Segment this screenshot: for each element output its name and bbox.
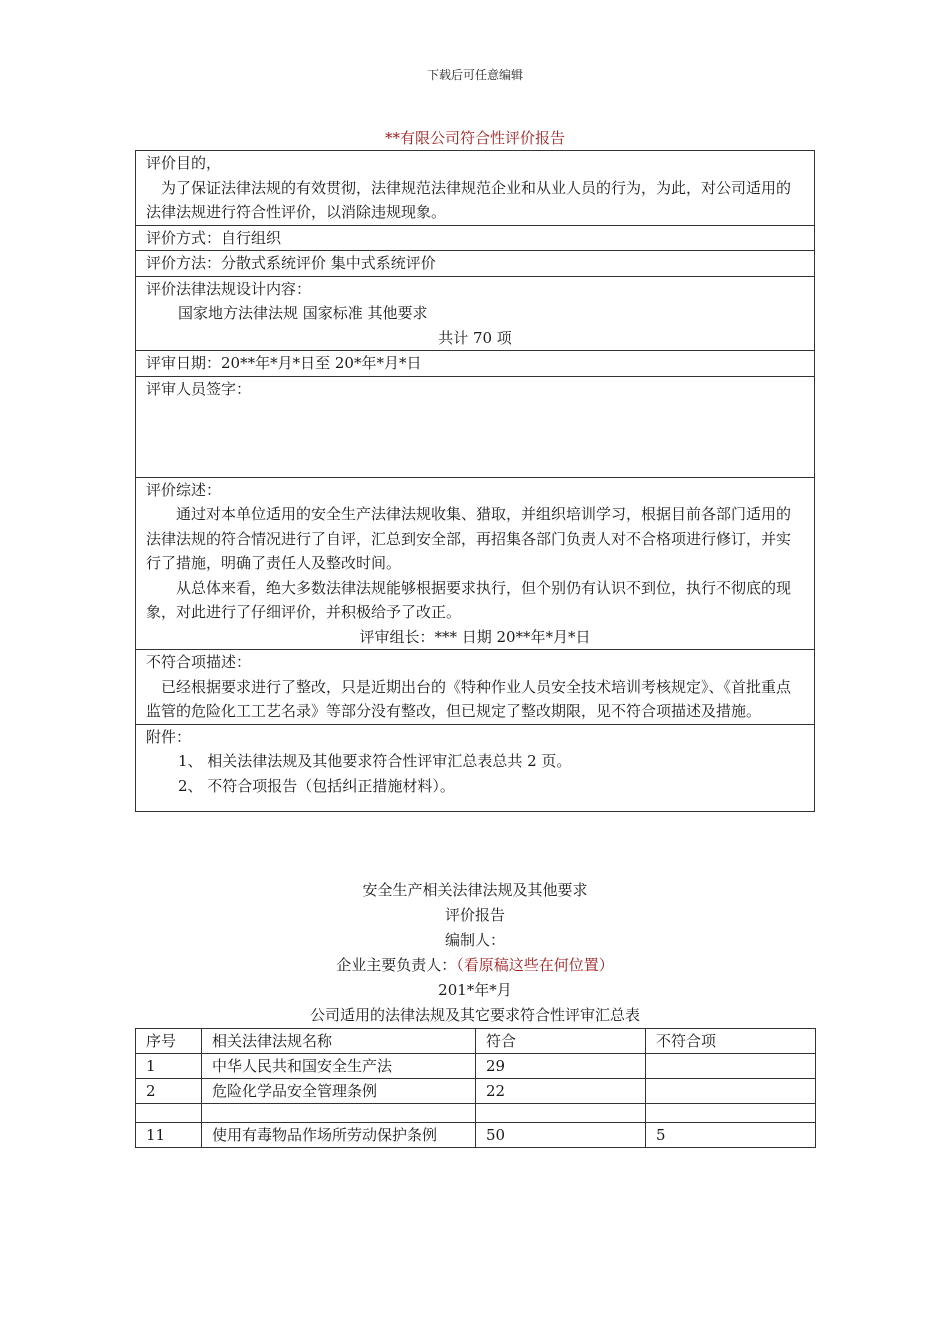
table-cell: 使用有毒物品作场所劳动保护条例 (202, 1123, 476, 1148)
nonconformity-cell (136, 650, 815, 725)
table-cell: 中华人民共和国安全生产法 (202, 1054, 476, 1079)
table-row (136, 1123, 816, 1148)
scope-label: 评价法律法规设计内容： (146, 279, 312, 298)
second-title-line2: 评价报告 (444, 906, 505, 924)
compiler-line: 编制人： (444, 931, 505, 949)
attachment-item-2: 2、 不符合项报告（包括纠正措施材料）。 (178, 776, 455, 795)
scope-items: 国家地方法律法规 国家标准 其他要求 (178, 304, 428, 322)
table-row (136, 1104, 816, 1123)
second-section-title (0, 878, 950, 1028)
second-title-line1: 安全生产相关法律法规及其他要求 (362, 881, 588, 899)
purpose-text: 为了保证法律法规的有效贯彻，法律规范法律规范企业和从业人员的行为，为此，对公司适用的法律法规进行符合性评价，以消除违规现象。 (146, 178, 792, 221)
table-cell: 1 (136, 1054, 202, 1079)
table-cell: 2 (136, 1079, 202, 1104)
summary-header-row (136, 1029, 816, 1054)
method-cell: 评价方法：分散式系统评价 集中式系统评价 (136, 251, 815, 277)
responsible-person-label: 企业主要负责人： (336, 956, 457, 974)
table-cell (202, 1104, 476, 1123)
reviewer-sign-cell: 评审人员签字： (136, 376, 815, 477)
summary-table-title: 公司适用的法律法规及其它要求符合性评审汇总表 (309, 1006, 640, 1024)
scope-total: 共计 70 项 (438, 328, 512, 347)
review-date-cell: 评审日期：20**年*月*日至 20*年*月*日 (136, 351, 815, 377)
overview-cell (136, 477, 815, 650)
nonconformity-row (136, 650, 815, 725)
overview-signature: 评审组长：*** 日期 20**年*月*日 (359, 627, 591, 646)
table-cell: 5 (646, 1123, 816, 1148)
reviewer-sign-row (136, 376, 815, 477)
date-line: 201*年*月 (438, 981, 512, 999)
table-cell (646, 1104, 816, 1123)
table-cell: 50 (476, 1123, 646, 1148)
responsible-person-line (0, 953, 950, 978)
table-cell: 11 (136, 1123, 202, 1148)
scope-cell (136, 276, 815, 351)
nonconformity-label: 不符合项描述： (146, 653, 252, 671)
purpose-row (136, 151, 815, 226)
review-date-row (136, 351, 815, 377)
table-row (136, 1079, 816, 1104)
nonconformity-text: 已经根据要求进行了整改，只是近期出台的《特种作业人员安全技术培训考核规定》、《首批重点监管的危险化工工艺名录》等部分没有整改，但已规定了整改期限，见不符合项描述及措施。 (146, 677, 792, 720)
attachments-row (136, 724, 815, 811)
purpose-label: 评价目的， (146, 154, 222, 172)
header-cell-nonconform: 不符合项 (646, 1029, 816, 1054)
attachment-item-1: 1、 相关法律法规及其他要求符合性评审汇总表总共 2 页。 (178, 752, 572, 770)
attachments-cell (136, 724, 815, 811)
table-cell: 危险化学品安全管理条例 (202, 1079, 476, 1104)
table-cell (646, 1079, 816, 1104)
table-cell (476, 1104, 646, 1123)
overview-para2: 从总体来看，绝大多数法律法规能够根据要求执行，但个别仍有认识不到位，执行不彻底的现象，对此进行了仔细评价，并积极给予了改正。 (146, 578, 792, 621)
header-cell-law-name: 相关法律法规名称 (202, 1029, 476, 1054)
overview-para1: 通过对本单位适用的安全生产法律法规收集、猎取，并组织培训学习，根据目前各部门适用的法律法规的符合情况进行了自评，汇总到安全部，再招集各部门负责人对不合格项进行修订，并实行了措施，明确了责任人及整改时间。 (146, 505, 792, 572)
method-type-cell: 评价方式：自行组织 (136, 225, 815, 251)
purpose-cell (136, 151, 815, 226)
overview-row (136, 477, 815, 650)
table-row (136, 1054, 816, 1079)
method-type-row (136, 225, 815, 251)
report-title: **有限公司符合性评价报告 (384, 129, 565, 147)
header-cell-index: 序号 (136, 1029, 202, 1054)
table-cell: 29 (476, 1054, 646, 1079)
page-header-note: 下载后可任意编辑 (426, 68, 523, 82)
overview-label: 评价综述： (146, 480, 222, 499)
table-cell (646, 1054, 816, 1079)
table-cell: 22 (476, 1079, 646, 1104)
method-row (136, 251, 815, 277)
header-cell-conform: 符合 (476, 1029, 646, 1054)
scope-row (136, 276, 815, 351)
table-cell (136, 1104, 202, 1123)
summary-table (135, 1028, 816, 1148)
attachments-label: 附件： (146, 727, 192, 746)
report-form-table (135, 150, 815, 812)
responsible-person-note: （看原稿这些在何位置） (456, 956, 614, 974)
